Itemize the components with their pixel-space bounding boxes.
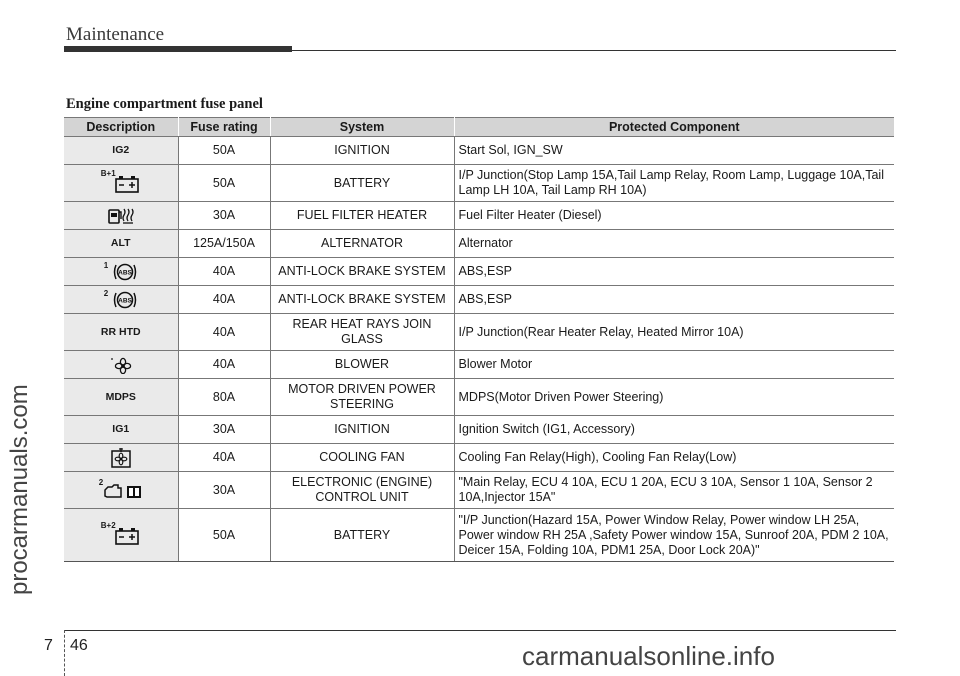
fuse-system: ALTERNATOR — [270, 230, 454, 258]
fuse-system: IGNITION — [270, 137, 454, 165]
table-row — [64, 165, 894, 202]
page-header-title: Maintenance — [66, 24, 165, 45]
fuse-component: "I/P Junction(Hazard 15A, Power Window Relay, Power window LH 25A, Power window RH 25A ,Safety Power window 15A, Sunroof 20A, PDM 2 10A, Deicer 15A, Folding 10A, PDM1 25A, Door Lock 20A)" — [454, 509, 894, 562]
table-row — [64, 286, 894, 314]
side-watermark: procarmanuals.com — [6, 384, 33, 595]
fuse-label: IG1 — [112, 423, 130, 435]
fuse-rating: 30A — [178, 202, 270, 230]
fuse-rating: 50A — [178, 137, 270, 165]
svg-text:ABS: ABS — [117, 297, 132, 304]
fuse-component: Blower Motor — [454, 351, 894, 379]
ecu-icon — [103, 482, 143, 502]
fuse-rating: 30A — [178, 472, 270, 509]
fuse-component: Fuel Filter Heater (Diesel) — [454, 202, 894, 230]
column-header-fuse-rating: Fuse rating — [178, 118, 270, 137]
table-row — [64, 472, 894, 509]
abs-icon — [112, 290, 138, 310]
fuse-rating: 50A — [178, 509, 270, 562]
table-row — [64, 416, 894, 444]
fuse-component: Cooling Fan Relay(High), Cooling Fan Relay(Low) — [454, 444, 894, 472]
fuse-rating: 40A — [178, 258, 270, 286]
fuse-component: "Main Relay, ECU 4 10A, ECU 1 20A, ECU 3 10A, Sensor 1 10A, Sensor 2 10A,Injector 15A" — [454, 472, 894, 509]
table-row — [64, 509, 894, 562]
fuse-description — [64, 444, 178, 472]
fuse-component: Start Sol, IGN_SW — [454, 137, 894, 165]
fuse-description — [64, 202, 178, 230]
fuse-system: BATTERY — [270, 165, 454, 202]
fuse-description — [64, 351, 178, 379]
fuse-rating: 30A — [178, 416, 270, 444]
column-header-description: Description — [64, 118, 178, 137]
column-header-system: System — [270, 118, 454, 137]
battery-icon — [115, 175, 139, 193]
fuse-component: Ignition Switch (IG1, Accessory) — [454, 416, 894, 444]
fuse-description — [64, 379, 178, 416]
fuse-component: ABS,ESP — [454, 286, 894, 314]
abs-icon — [112, 262, 138, 282]
fuse-system: ANTI-LOCK BRAKE SYSTEM — [270, 258, 454, 286]
fuse-description — [64, 416, 178, 444]
fuse-system: FUEL FILTER HEATER — [270, 202, 454, 230]
fuse-description — [64, 472, 178, 509]
cooling-fan-icon — [110, 447, 132, 469]
fuse-label: MDPS — [105, 390, 136, 403]
fuse-system: COOLING FAN — [270, 444, 454, 472]
table-row — [64, 351, 894, 379]
header-bar — [64, 46, 292, 52]
fuse-rating: 40A — [178, 286, 270, 314]
fuse-system: BLOWER — [270, 351, 454, 379]
table-row — [64, 137, 894, 165]
fuse-label: RR HTD — [100, 325, 141, 338]
bottom-watermark: carmanualsonline.info — [522, 641, 775, 671]
svg-text:ABS: ABS — [117, 269, 132, 276]
chapter-number: 7 — [44, 637, 53, 654]
fuse-component: ABS,ESP — [454, 258, 894, 286]
column-header-protected-component: Protected Component — [454, 118, 894, 137]
page-number: 46 — [70, 637, 88, 654]
fuse-system: MOTOR DRIVEN POWER STEERING — [270, 379, 454, 416]
fuse-component: I/P Junction(Stop Lamp 15A,Tail Lamp Relay, Room Lamp, Luggage 10A,Tail Lamp LH 10A, Tail Lamp RH 10A) — [454, 165, 894, 202]
fuse-description — [64, 137, 178, 165]
fuse-description — [64, 258, 178, 286]
fuse-description — [64, 314, 178, 351]
fuse-rating: 40A — [178, 444, 270, 472]
fuse-system: BATTERY — [270, 509, 454, 562]
table-row — [64, 258, 894, 286]
blower-fan-icon — [109, 356, 133, 374]
fuse-label: 2 — [103, 288, 109, 298]
fuse-label: B+1 — [100, 169, 116, 178]
fuse-label: 2 — [98, 478, 104, 487]
fuse-label: IG2 — [112, 144, 130, 156]
fuse-label: B+2 — [100, 521, 116, 530]
fuse-description — [64, 286, 178, 314]
table-row — [64, 379, 894, 416]
fuse-label: ALT — [110, 237, 131, 249]
fuse-table — [64, 117, 894, 562]
fuse-label: 1 — [103, 260, 109, 270]
fuse-rating: 50A — [178, 165, 270, 202]
fuse-rating: 40A — [178, 314, 270, 351]
fuse-system: ELECTRONIC (ENGINE) CONTROL UNIT — [270, 472, 454, 509]
fuse-component: I/P Junction(Rear Heater Relay, Heated Mirror 10A) — [454, 314, 894, 351]
table-row — [64, 230, 894, 258]
header-rule — [292, 50, 896, 51]
fuel-filter-heater-icon — [107, 207, 135, 225]
fuse-description — [64, 165, 178, 202]
fuse-system: REAR HEAT RAYS JOIN GLASS — [270, 314, 454, 351]
fuse-description — [64, 230, 178, 258]
table-row — [64, 314, 894, 351]
fuse-rating: 125A/150A — [178, 230, 270, 258]
section-title: Engine compartment fuse panel — [66, 96, 263, 112]
table-row — [64, 202, 894, 230]
table-row — [64, 444, 894, 472]
fuse-system: ANTI-LOCK BRAKE SYSTEM — [270, 286, 454, 314]
battery-icon — [115, 527, 139, 545]
fuse-rating: 40A — [178, 351, 270, 379]
fuse-component: Alternator — [454, 230, 894, 258]
footer-divider — [64, 630, 65, 676]
fuse-rating: 80A — [178, 379, 270, 416]
fuse-description — [64, 509, 178, 562]
table-header-row — [64, 118, 894, 137]
fuse-component: MDPS(Motor Driven Power Steering) — [454, 379, 894, 416]
footer-rule — [64, 630, 896, 631]
fuse-system: IGNITION — [270, 416, 454, 444]
